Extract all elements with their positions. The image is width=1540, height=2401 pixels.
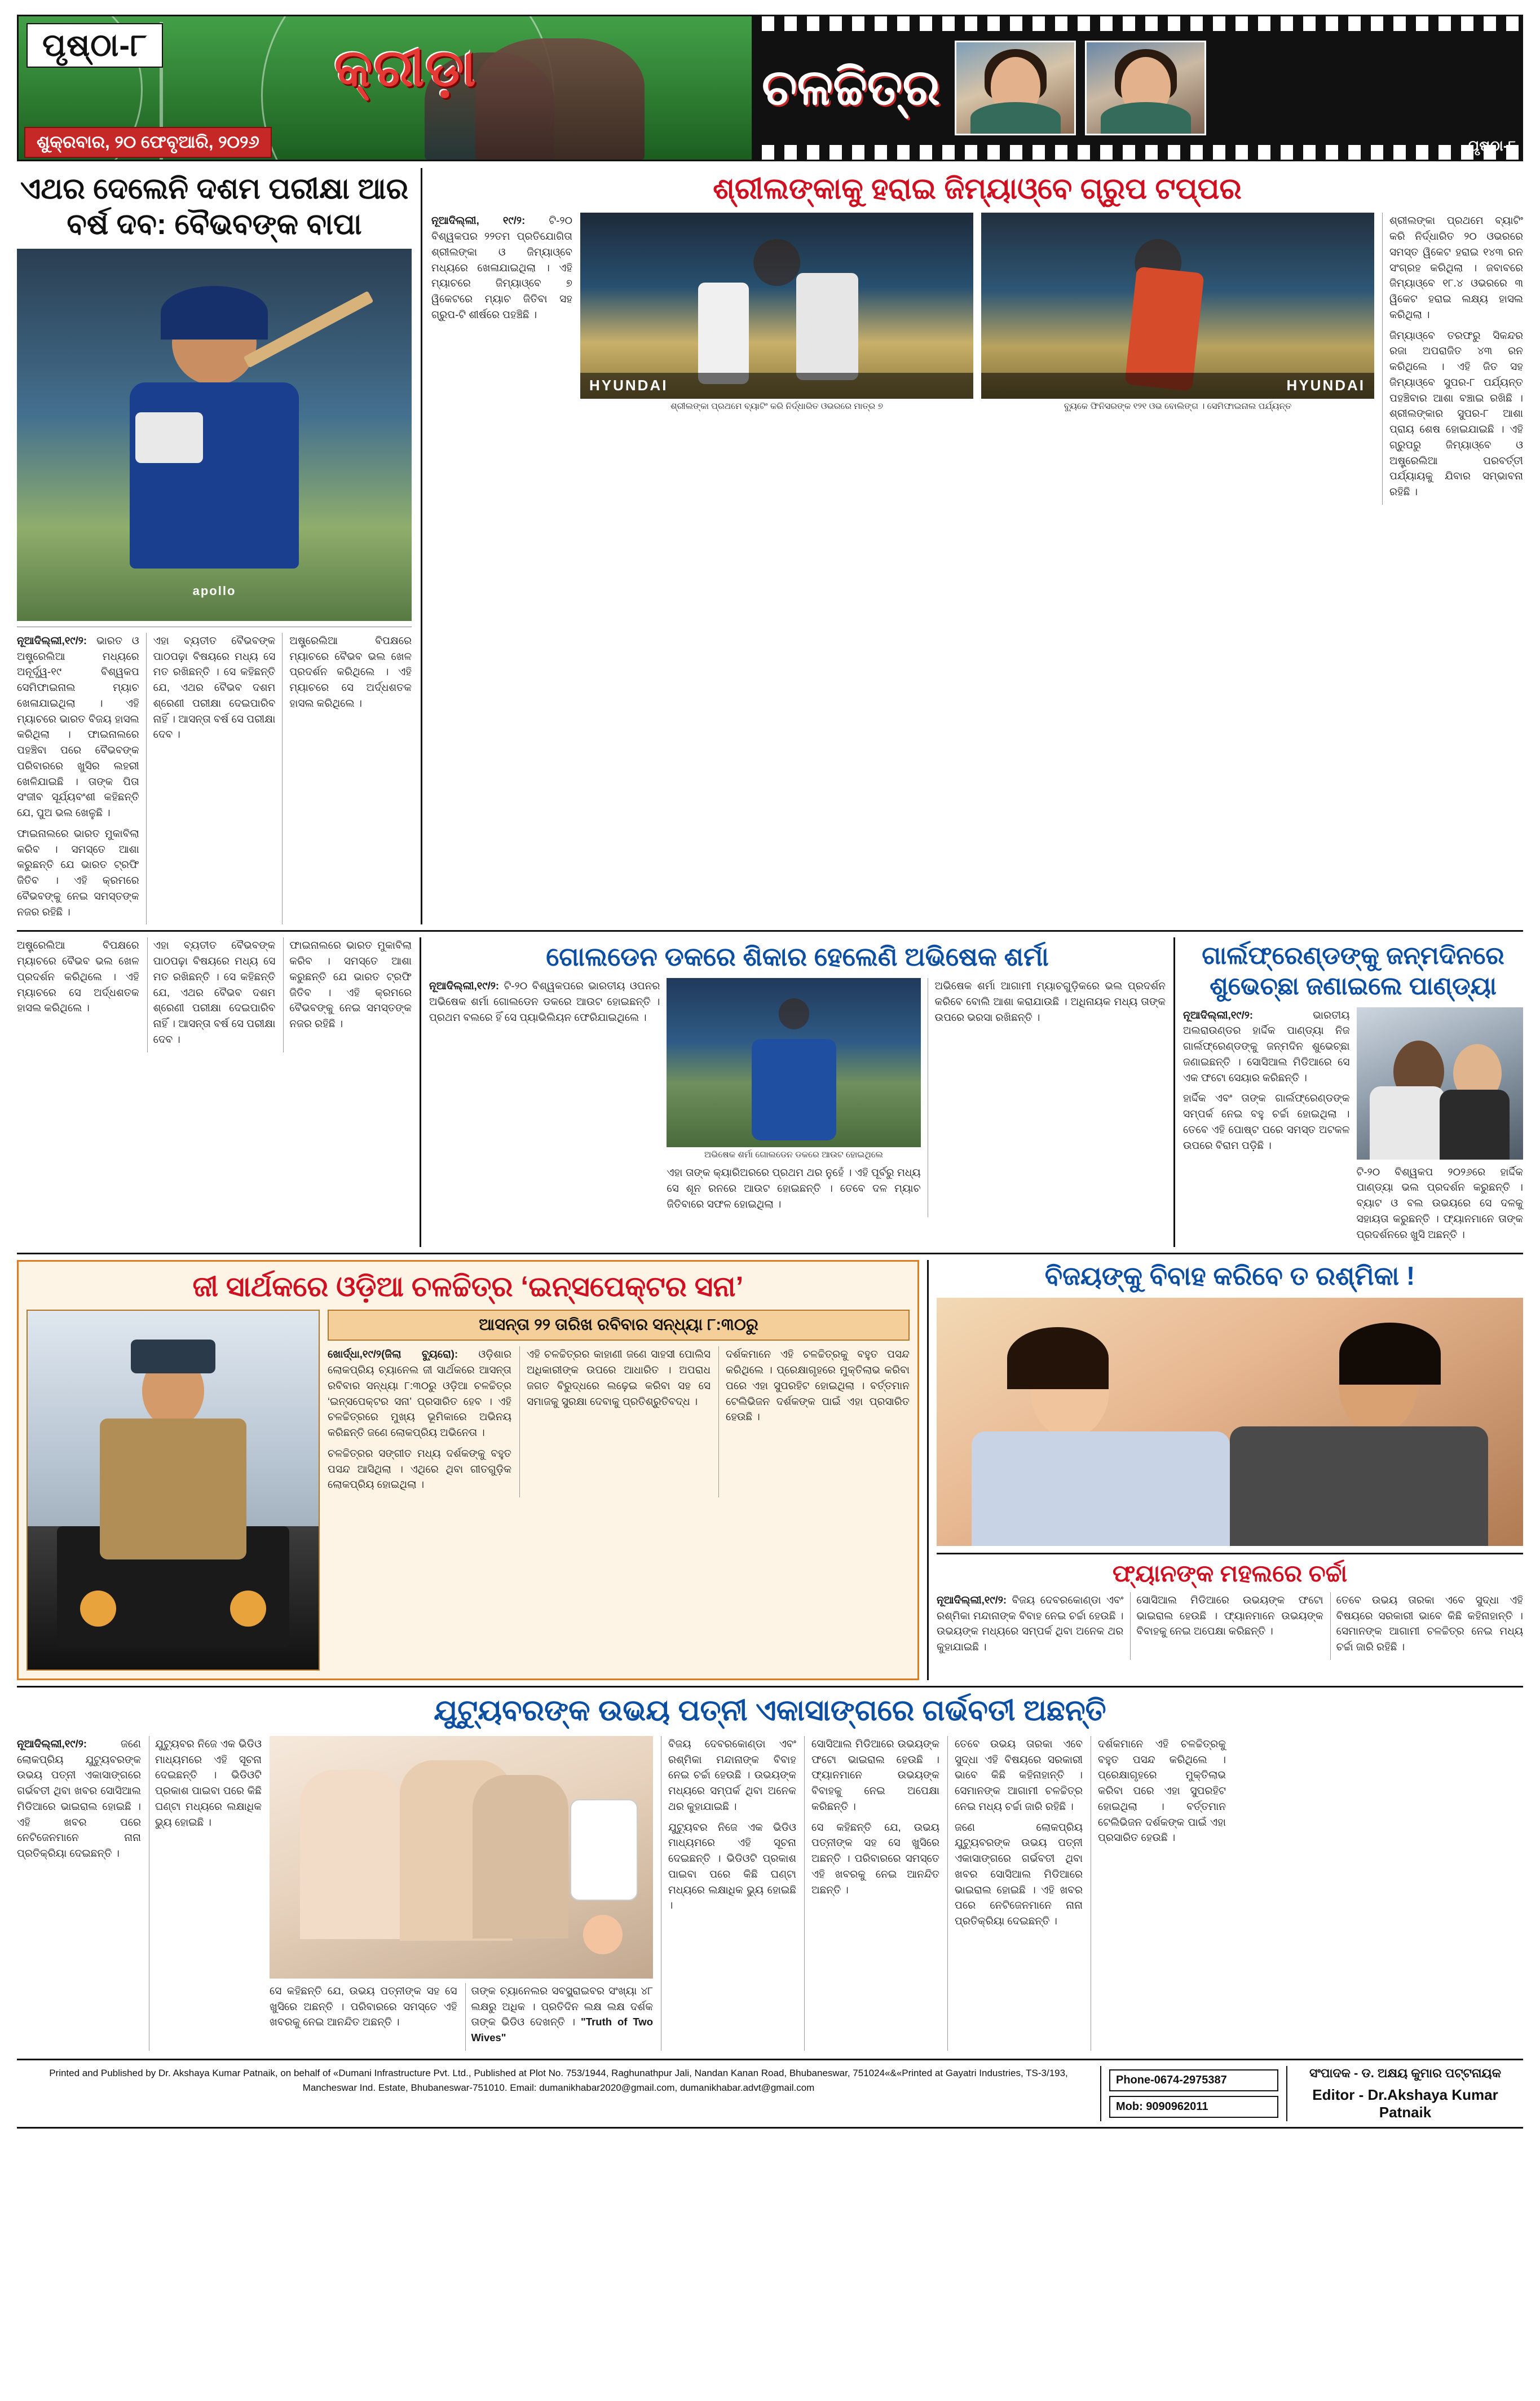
t20-bowler-photo: HYUNDAI <box>981 213 1374 399</box>
lead-right-text-1: ଟି-୨୦ ବିଶ୍ୱକପର ୨୨ତମ ପ୍ରତିଯୋଗିତା ଶ୍ରୀଲଙ୍କା ଓ ଜିମ୍ୟାଓ୍ବେ ମଧ୍ୟରେ ଖେଳାଯାଇଥିଲା । ଏହି ମ୍ୟାଚରେ ଜିମ୍ୟାଓ୍ବେ ୭ ୱିକେଟରେ ମ୍ୟାଚ ଜିତିବା ସହ ଗ୍ରୁପ-ଟି ଶୀର୍ଷରେ ପହଞ୍ଚିଛି । <box>431 214 572 320</box>
masthead-title-sports: କ୍ରୀଡ଼ା <box>334 39 477 97</box>
lead-left-cont-col-2 <box>147 937 276 1052</box>
youtuber-family-photo <box>270 1736 653 1979</box>
inspector-sana-poster <box>27 1310 320 1671</box>
masthead-actress-thumb-2 <box>1085 41 1206 135</box>
youtuber-col-2 <box>149 1736 262 2051</box>
sana-text-1: ଓଡ଼ିଶାର ଲୋକପ୍ରିୟ ଚ୍ୟାନେଲ ଜୀ ସାର୍ଥକରେ ଆସନ୍ତା ରବିବାର ସନ୍ଧ୍ୟା ୮:୩୦ରୁ ଓଡ଼ିଆ ଚଳଚ୍ଚିତ୍ର ‘ଇନ୍ସପେକ୍ଟର ସନା’ ପ୍ରସାରିତ ହେବ । ଏହି ଚଳଚ୍ଚିତ୍ରରେ ମୁଖ୍ୟ ଭୂମିକାରେ ଅଭିନୟ କରିଛନ୍ତି ଜଣେ ଲୋକପ୍ରିୟ ଅଭିନେତା । <box>328 1348 512 1439</box>
pandya-birthday-story <box>1173 937 1523 1247</box>
vaibhav-batting-photo: apollo <box>17 249 412 621</box>
fans-text-2: ସୋସିଆଲ ମିଡିଆରେ ଉଭୟଙ୍କ ଫଟୋ ଭାଇରାଲ ହେଉଛି । ଫ୍ୟାନମାନେ ଉଭୟଙ୍କ ବିବାହକୁ ନେଇ ଅପେକ୍ଷା କରିଛନ୍ତି । <box>1136 1593 1323 1637</box>
rashmika-headline: ବିଜୟଙ୍କୁ ବିବାହ କରିବେ ତ ରଶ୍ମିକା ! <box>1044 1261 1415 1291</box>
youtuber-story <box>17 1693 1523 2050</box>
golden-duck-col-3 <box>928 978 1166 1217</box>
sana-text-3: ଦର୍ଶକମାନେ ଏହି ଚଳଚ୍ଚିତ୍ରକୁ ବହୁତ ପସନ୍ଦ କରିଥିଲେ । ପ୍ରେକ୍ଷାଗୃହରେ ମୁକ୍ତିଲାଭ କରିବା ପରେ ଏହା ସୁପରହିଟ ହୋଇଥିଲା । ବର୍ତ୍ତମାନ ଟେଲିଭିଜନ ଦର୍ଶକଙ୍କ ପାଇଁ ଏହା ପ୍ରସାରିତ ହେଉଛି । <box>726 1348 910 1423</box>
fans-headline: ଫ୍ୟାନଙ୍କ ମହଲରେ ଚର୍ଚ୍ଚା <box>1112 1559 1348 1587</box>
youtuber-col-6 <box>804 1736 939 2051</box>
sana-text-2: ଏହି ଚଳଚ୍ଚିତ୍ରର କାହାଣୀ ଜଣେ ସାହସୀ ପୋଲିସ ଅଧିକାରୀଙ୍କ ଉପରେ ଆଧାରିତ । ଅପରାଧ ଜଗତ ବିରୁଦ୍ଧରେ ଲଢ଼େଇ କରିବା ସହ ସେ ସମାଜକୁ ସୁରକ୍ଷା ଦେବାକୁ ପ୍ରତିଶ୍ରୁତିବଦ୍ଧ । <box>527 1348 711 1407</box>
sana-text-1b: ଚଳଚ୍ଚିତ୍ରର ସଙ୍ଗୀତ ମଧ୍ୟ ଦର୍ଶକଙ୍କୁ ବହୁତ ପସନ୍ଦ ଆସିଥିଲା । ଏଥିରେ ଥିବା ଗୀତଗୁଡ଼ିକ ଲୋକପ୍ରିୟ ହୋଇଥିଲା । <box>328 1447 511 1491</box>
youtuber-text-7: ତେବେ ଉଭୟ ତାରକା ଏବେ ସୁଦ୍ଧା ଏହି ବିଷୟରେ ସରକାରୀ ଭାବେ କିଛି କହିନାହାନ୍ତି । ସେମାନଙ୍କ ଆଗାମୀ ଚଳଚ୍ଚିତ୍ର ନେଇ ମଧ୍ୟ ଚର୍ଚ୍ଚା ଜାରି ରହିଛି । <box>955 1737 1083 1812</box>
lead-left-story <box>17 168 412 924</box>
lead-left-cont-text-3: ଫାଇନାଲରେ ଭାରତ ମୁକାବିଲା କରିବ । ସମସ୍ତେ ଆଶା କରୁଛନ୍ତି ଯେ ଭାରତ ଟ୍ରଫି ଜିତିବ । ଏହି କ୍ରମରେ ବୈଭବଙ୍କୁ ନେଇ ସମସ୍ତଙ୍କ ନଜର ରହିଛି । <box>289 939 412 1030</box>
abhishek-sharma-caption: ଅଭିଷେକ ଶର୍ମା ଗୋଲଡେନ ଡକରେ ଆଉଟ ହୋଇଥିଲେ <box>704 1150 884 1160</box>
footer-phone: Phone-0674-2975387 <box>1109 2069 1278 2091</box>
sana-col-2 <box>519 1346 711 1497</box>
lead-right-dateline: ନୂଆଦିଲ୍ଲୀ, ୧୯/୨: <box>431 214 526 227</box>
lead-left-col-2 <box>146 633 276 925</box>
t20-batter-caption: ଶ୍ରୀଲଙ୍କା ପ୍ରଥମେ ବ୍ୟାଟିଂ କରି ନିର୍ଦ୍ଧାରିତ ଓଭରରେ ମାତ୍ର ୭ <box>670 402 883 412</box>
footer-editor-odia: ସଂପାଦକ - ଡ. ଅକ୍ଷୟ କୁମାର ପଟ୍ଟନାୟକ <box>1309 2065 1501 2080</box>
masthead-actress-thumb-1 <box>955 41 1076 135</box>
pandya-col-1 <box>1183 1007 1350 1248</box>
pandya-text-1: ଭାରତୀୟ ଅଲରାଉଣ୍ଡର ହାର୍ଦ୍ଦିକ ପାଣ୍ଡ୍ୟା ନିଜ ଗାର୍ଲଫ୍ରେଣ୍ଡଙ୍କୁ ଜନ୍ମଦିନ ଶୁଭେଚ୍ଛା ଜଣାଇଛନ୍ତି । ସୋସିଆଲ ମିଡିଆରେ ସେ ଏକ ଫଟୋ ସେୟାର କରିଛନ୍ତି । <box>1183 1008 1350 1083</box>
middle-section <box>17 937 1523 1247</box>
masthead-sports-banner <box>19 16 752 160</box>
inspector-sana-headline: ଜୀ ସାର୍ଥକରେ ଓଡ଼ିଆ ଚଳଚ୍ଚିତ୍ର ‘ଇନ୍ସପେକ୍ଟର ସନା’ <box>192 1271 744 1303</box>
footer-mobile: Mob: 9090962011 <box>1109 2096 1278 2118</box>
sana-col-1 <box>328 1346 511 1497</box>
youtuber-col-8 <box>1091 1736 1226 2051</box>
masthead <box>17 15 1523 161</box>
t20-batter-photo: HYUNDAI <box>580 213 973 399</box>
youtuber-col-5 <box>661 1736 796 2051</box>
pandya-col-2 <box>1357 1164 1524 1243</box>
pandya-text-2: ହାର୍ଦ୍ଦିକ ଏବଂ ତାଙ୍କ ଗାର୍ଲଫ୍ରେଣ୍ଡଙ୍କ ସମ୍ପର୍କ ନେଇ ବହୁ ଚର୍ଚ୍ଚା ହୋଇଥିଲା । ତେବେ ଏହି ପୋଷ୍ଟ ପରେ ସମସ୍ତ ଅଟକଳ ଉପରେ ବିରାମ ପଡ଼ିଛି । <box>1183 1092 1350 1151</box>
youtuber-text-6b: ସେ କହିଛନ୍ତି ଯେ, ଉଭୟ ପତ୍ନୀଙ୍କ ସହ ସେ ଖୁସିରେ ଅଛନ୍ତି । ପରିବାରରେ ସମସ୍ତେ ଏହି ଖବରକୁ ନେଇ ଆନନ୍ଦିତ ଅଛନ୍ତି । <box>811 1821 939 1896</box>
filmstrip-top-decor <box>752 16 1521 31</box>
youtuber-text-3: ସେ କହିଛନ୍ତି ଯେ, ଉଭୟ ପତ୍ନୀଙ୍କ ସହ ସେ ଖୁସିରେ ଅଛନ୍ତି । ପରିବାରରେ ସମସ୍ତେ ଏହି ଖବରକୁ ନେଇ ଆନନ୍ଦିତ ଅଛନ୍ତି । <box>270 1984 457 2028</box>
golden-duck-text-2: ଏହା ତାଙ୍କ କ୍ୟାରିଅରରେ ପ୍ରଥମ ଥର ନୁହେଁ । ଏହି ପୂର୍ବରୁ ମଧ୍ୟ ସେ ଶୂନ ରନରେ ଆଉଟ ହୋଇଛନ୍ତି । ତେବେ ଦଳ ମ୍ୟାଚ ଜିତିବାରେ ସଫଳ ହୋଇଥିଲା । <box>667 1166 921 1210</box>
youtuber-col-7 <box>947 1736 1083 2051</box>
lead-left-text-1b: ଫାଇନାଲରେ ଭାରତ ମୁକାବିଲା କରିବ । ସମସ୍ତେ ଆଶା କରୁଛନ୍ତି ଯେ ଭାରତ ଟ୍ରଫି ଜିତିବ । ଏହି କ୍ରମରେ ବୈଭବଙ୍କୁ ନେଇ ସମସ୍ତଙ୍କ ନଜର ରହିଛି । <box>17 827 139 918</box>
golden-duck-headline: ଗୋଲଡେନ ଡକରେ ଶିକାର ହେଲେଣି ଅଭିଷେକ ଶର୍ମା <box>546 942 1049 972</box>
fans-text-1: ବିଜୟ ଦେବରକୋଣ୍ଡା ଏବଂ ରଶ୍ମିକା ମନ୍ଦାନାଙ୍କ ବିବାହ ନେଇ ଚର୍ଚ୍ଚା ହେଉଛି । ଉଭୟଙ୍କ ମଧ୍ୟରେ ସମ୍ପର୍କ ଥିବା ଅନେକ ଥର କୁହାଯାଇଛି । <box>937 1593 1124 1653</box>
golden-duck-col-mid <box>667 1165 920 1211</box>
hardik-pandya-girlfriend-photo <box>1357 1007 1524 1160</box>
pandya-birthday-headline: ଗାର୍ଲଫ୍ରେଣ୍ଡଙ୍କୁ ଜନ୍ମଦିନରେ ଶୁଭେଚ୍ଛା ଜଣାଇଲେ ପାଣ୍ଡ୍ୟା <box>1202 942 1504 1001</box>
golden-duck-story <box>420 937 1166 1247</box>
youtuber-video-title: "Truth of Two Wives" <box>471 2016 654 2044</box>
masthead-player-silhouette-1 <box>475 38 645 160</box>
lead-left-headline: ଏଥର ଦେଲେନି ଦଶମ ପରୀକ୍ଷା ଆର ବର୍ଷ ଦବ: ବୈଭବଙ୍କ ବାପା <box>20 173 409 241</box>
lead-right-story <box>421 168 1523 924</box>
top-section <box>17 168 1523 924</box>
masthead-title-cinema: ଚଳଚ୍ଚିତ୍ର <box>762 59 941 115</box>
section-divider-1 <box>17 930 1523 932</box>
fans-col-2 <box>1130 1592 1323 1660</box>
youtuber-headline: ଯୁଟ୍ୟୁବରଙ୍କ ଉଭୟ ପତ୍ନୀ ଏକାସାଙ୍ଗରେ ଗର୍ଭବତୀ ଅଛନ୍ତି <box>434 1694 1106 1728</box>
masthead-cinema-banner <box>752 16 1521 160</box>
youtuber-text-6: ସୋସିଆଲ ମିଡିଆରେ ଉଭୟଙ୍କ ଫଟୋ ଭାଇରାଲ ହେଉଛି । ଫ୍ୟାନମାନେ ଉଭୟଙ୍କ ବିବାହକୁ ନେଇ ଅପେକ୍ଷା କରିଛନ୍ତି । <box>811 1737 939 1812</box>
page-badge: ପୃଷ୍ଠା-୮ <box>27 23 163 68</box>
lead-left-cont-col-3 <box>283 937 412 1052</box>
lead-right-col-1 <box>431 213 572 505</box>
footer-editor-english: Editor - Dr.Akshaya Kumar Patnaik <box>1312 2086 1498 2121</box>
cinema-section <box>17 1260 1523 1680</box>
fans-col-1 <box>937 1592 1123 1660</box>
lead-left-cont-text-1: ଅଷ୍ଟ୍ରେଲିଆ ବିପକ୍ଷରେ ମ୍ୟାଚରେ ବୈଭବ ଭଲ ଖେଳ ପ୍ରଦର୍ଶନ କରିଥିଲେ । ଏହି ମ୍ୟାଚରେ ସେ ଅର୍ଦ୍ଧଶତକ ହାସଲ କରିଥିଲେ । <box>17 939 139 1014</box>
youtuber-text-8: ଦର୍ଶକମାନେ ଏହି ଚଳଚ୍ଚିତ୍ରକୁ ବହୁତ ପସନ୍ଦ କରିଥିଲେ । ପ୍ରେକ୍ଷାଗୃହରେ ମୁକ୍ତିଲାଭ କରିବା ପରେ ଏହା ସୁପରହିଟ ହୋଇଥିଲା । ବର୍ତ୍ତମାନ ଟେଲିଭିଜନ ଦର୍ଶକଙ୍କ ପାଇଁ ଏହା ପ୍ରସାରିତ ହେଉଛି । <box>1098 1737 1226 1844</box>
lead-left-text-3: ଅଷ୍ଟ୍ରେଲିଆ ବିପକ୍ଷରେ ମ୍ୟାଚରେ ବୈଭବ ଭଲ ଖେଳ ପ୍ରଦର୍ଶନ କରିଥିଲେ । ଏହି ମ୍ୟାଚରେ ସେ ଅର୍ଦ୍ଧଶତକ ହାସଲ କରିଥିଲେ । <box>289 634 412 709</box>
youtuber-dateline: ନୂଆଦିଲ୍ଲୀ,୧୯/୨: <box>17 1737 87 1750</box>
golden-duck-text-1: ଟି-୨୦ ବିଶ୍ୱକପରେ ଭାରତୀୟ ଓପନର ଅଭିଷେକ ଶର୍ମା ଗୋଲଡେନ ଡକରେ ଆଉଟ ହୋଇଛନ୍ତି । ପ୍ରଥମ ବଲରେ ହିଁ ସେ ପ୍ୟାଭିଲିୟନ ଫେରିଯାଇଥିଲେ । <box>429 980 660 1023</box>
youtuber-col-4 <box>465 1983 654 2051</box>
youtuber-col-1 <box>17 1736 141 2051</box>
golden-duck-text-3: ଅଭିଷେକ ଶର୍ମା ଆଗାମୀ ମ୍ୟାଚଗୁଡ଼ିକରେ ଭଲ ପ୍ରଦର୍ଶନ କରିବେ ବୋଲି ଆଶା କରାଯାଉଛି । ଅଧିନାୟକ ମଧ୍ୟ ତାଙ୍କ ଉପରେ ଭରସା ରଖିଛନ୍ତି । <box>934 980 1166 1023</box>
lead-left-cont-text-2: ଏହା ବ୍ୟତୀତ ବୈଭବଙ୍କ ପାଠପଢ଼ା ବିଷୟରେ ମଧ୍ୟ ସେ ମତ ରଖିଛନ୍ତି । ସେ କହିଛନ୍ତି ଯେ, ଏଥର ବୈଭବ ଦଶମ ଶ୍ରେଣୀ ପରୀକ୍ଷା ଦେଇପାରିବ ନାହିଁ । ଆସନ୍ତା ବର୍ଷ ସେ ପରୀକ୍ଷା ଦେବ । <box>153 939 276 1045</box>
inspector-sana-timing-bar: ଆସନ୍ତା ୨୨ ତାରିଖ ରବିବାର ସନ୍ଧ୍ୟା ୮:୩୦ରୁ <box>328 1310 910 1341</box>
lead-left-col-1 <box>17 633 139 925</box>
inspector-sana-feature <box>17 1260 919 1680</box>
fans-text-3: ତେବେ ଉଭୟ ତାରକା ଏବେ ସୁଦ୍ଧା ଏହି ବିଷୟରେ ସରକାରୀ ଭାବେ କିଛି କହିନାହାନ୍ତି । ସେମାନଙ୍କ ଆଗାମୀ ଚଳଚ୍ଚିତ୍ର ନେଇ ମଧ୍ୟ ଚର୍ଚ୍ଚା ଜାରି ରହିଛି । <box>1336 1593 1523 1653</box>
sana-dateline: ଖୋର୍ଦ୍ଧା,୧୯/୨(ଜିଲା ବ୍ୟୁରୋ): <box>328 1348 458 1360</box>
lead-left-cont-col-1 <box>17 937 139 1052</box>
lead-right-text-2: ଶ୍ରୀଲଙ୍କା ପ୍ରଥମେ ବ୍ୟାଟିଂ କରି ନିର୍ଦ୍ଧାରିତ ୨୦ ଓଭରରେ ସମସ୍ତ ୱିକେଟ ହରାଇ ୧୪୩ ରନ ସଂଗ୍ରହ କରିଥିଲା । ଜବାବରେ ଜିମ୍ୟାଓ୍ବେ ୧୮.୪ ଓଭରରେ ୩ ୱିକେଟ ହରାଇ ଲକ୍ଷ୍ୟ ହାସଲ କରିଥିଲା । <box>1389 214 1523 320</box>
youtuber-col-3 <box>270 1983 457 2051</box>
golden-duck-col-1 <box>429 978 660 1217</box>
section-divider-3 <box>17 1686 1523 1688</box>
youtuber-text-4: ତାଙ୍କ ଚ୍ୟାନେଲର ସବସ୍କ୍ରାଇବର ସଂଖ୍ୟା ୪୮ ଲକ୍ଷରୁ ଅଧିକ । ପ୍ରତିଦିନ ଲକ୍ଷ ଲକ୍ଷ ଦର୍ଶକ ତାଙ୍କ ଭିଡିଓ ଦେଖନ୍ତି । <box>471 1984 653 2028</box>
youtuber-text-2: ଯୁଟ୍ୟୁବର ନିଜେ ଏକ ଭିଡିଓ ମାଧ୍ୟମରେ ଏହି ସୂଚନା ଦେଇଛନ୍ତି । ଭିଡିଓଟି ପ୍ରକାଶ ପାଇବା ପରେ କିଛି ଘଣ୍ଟା ମଧ୍ୟରେ ଲକ୍ଷାଧିକ ଭ୍ୟୁ ହୋଇଛି । <box>155 1737 262 1828</box>
fans-dateline: ନୂଆଦିଲ୍ଲୀ,୧୯/୨: <box>937 1593 1007 1606</box>
lead-left-text-1: ଭାରତ ଓ ଅଷ୍ଟ୍ରେଲିଆ ମଧ୍ୟରେ ଅନୂର୍ଦ୍ଧ୍ୱ-୧୯ ବିଶ୍ୱକପ ସେମିଫାଇନାଲ ମ୍ୟାଚ ଖେଳାଯାଇଥିଲା । ଏହି ମ୍ୟାଚରେ ଭାରତ ବିଜୟ ହାସଲ କରିଥିଲା । ଫାଇନାଲରେ ପହଞ୍ଚିବା ପରେ ବୈଭବଙ୍କ ପରିବାରରେ ଖୁସିର ଲହରୀ ଖେଳିଯାଇଛି । ତାଙ୍କ ପିତା ସଂଜୀବ ସୂର୍ଯ୍ୟବଂଶୀ କହିଛନ୍ତି ଯେ, ପୁଅ ଭଲ ଖେଳୁଛି । <box>17 634 139 819</box>
footer-imprint: Printed and Published by Dr. Akshaya Kumar Patnaik, on behalf of «Dumani Infrastructure Pvt. Ltd., Published at Plot No. 753/1944, Raghunathpur Jali, Nandan Kanan Road, Bhubaneswar, 751024«&«Printed at Gayatri Industries, TS-3/193, Mancheswar Ind. Estate, Bhubaneswar-751010. Email: dumanikhabar2020@gmail.com, dumanikhabar.advt@gmail.com <box>49 2067 1068 2094</box>
abhishek-sharma-photo <box>667 978 920 1147</box>
footer-contact <box>1100 2066 1286 2121</box>
masthead-date: ଶୁକ୍ରବାର, ୨୦ ଫେବୃଆରି, ୨୦୨୬ <box>24 127 272 158</box>
lead-left-text-2: ଏହା ବ୍ୟତୀତ ବୈଭବଙ୍କ ପାଠପଢ଼ା ବିଷୟରେ ମଧ୍ୟ ସେ ମତ ରଖିଛନ୍ତି । ସେ କହିଛନ୍ତି ଯେ, ଏଥର ବୈଭବ ଦଶମ ଶ୍ରେଣୀ ପରୀକ୍ଷା ଦେଇପାରିବ ନାହିଁ । ଆସନ୍ତା ବର୍ଷ ସେ ପରୀକ୍ଷା ଦେବ । <box>153 634 276 741</box>
lead-left-dateline: ନୂଆଦିଲ୍ଲୀ,୧୯/୨: <box>17 634 87 646</box>
youtuber-text-7b: ଜଣେ ଲୋକପ୍ରିୟ ଯୁଟ୍ୟୁବରଙ୍କ ଉଭୟ ପତ୍ନୀ ଏକାସାଙ୍ଗରେ ଗର୍ଭବତୀ ଥିବା ଖବର ସୋସିଆଲ ମିଡିଆରେ ଭାଇରାଲ ହୋଇଛି । ଏହି ଖବର ପରେ ନେଟିଜେନମାନେ ନାନା ପ୍ରତିକ୍ରିୟା ଦେଇଛନ୍ତି । <box>955 1821 1083 1927</box>
lead-right-headline: ଶ୍ରୀଲଙ୍କାକୁ ହରାଇ ଜିମ୍ୟାଓ୍ବେ ଗ୍ରୁପ ଟପ୍ପର <box>713 173 1242 205</box>
lead-left-continued <box>17 937 412 1247</box>
sana-col-3 <box>718 1346 910 1497</box>
youtuber-text-1: ଜଣେ ଲୋକପ୍ରିୟ ଯୁଟ୍ୟୁବରଙ୍କ ଉଭୟ ପତ୍ନୀ ଏକାସାଙ୍ଗରେ ଗର୍ଭବତୀ ଥିବା ଖବର ସୋସିଆଲ ମିଡିଆରେ ଭାଇରାଲ ହୋଇଛି । ଏହି ଖବର ପରେ ନେଟିଜେନମାନେ ନାନା ପ୍ରତିକ୍ରିୟା ଦେଇଛନ୍ତି । <box>17 1737 141 1860</box>
filmstrip-bottom-decor <box>752 145 1521 160</box>
lead-right-col-3 <box>1382 213 1523 505</box>
section-divider-2 <box>17 1253 1523 1254</box>
pandya-text-3: ଟି-୨୦ ବିଶ୍ୱକପ ୨୦୨୬ରେ ହାର୍ଦ୍ଦିକ ପାଣ୍ଡ୍ୟା ଭଲ ପ୍ରଦର୍ଶନ କରୁଛନ୍ତି । ବ୍ୟାଟ ଓ ବଲ ଉଭୟରେ ସେ ଦଳକୁ ସହାୟତା କରୁଛନ୍ତି । ଫ୍ୟାନମାନେ ତାଙ୍କ ପ୍ରଦର୍ଶନରେ ଖୁସି ଅଛନ୍ତି । <box>1356 1165 1523 1240</box>
pandya-dateline: ନୂଆଦିଲ୍ଲୀ,୧୯/୨: <box>1183 1008 1254 1021</box>
vijay-rashmika-photo <box>937 1298 1523 1546</box>
rashmika-section <box>927 1260 1523 1680</box>
t20-bowler-caption: ବ୍ୟୁକେ ଫିନିସରଙ୍କ ୧୨୧ ଓଭ ବୋଲିଙ୍ଗ । ସେମିଫାଇନାଲ ପର୍ଯ୍ୟନ୍ତ <box>1064 402 1292 412</box>
fans-col-3 <box>1330 1592 1523 1660</box>
lead-left-col-3 <box>282 633 412 925</box>
page-badge-right: ପୃଷ୍ଠା-୮ <box>1468 137 1516 154</box>
youtuber-text-5b: ଯୁଟ୍ୟୁବର ନିଜେ ଏକ ଭିଡିଓ ମାଧ୍ୟମରେ ଏହି ସୂଚନା ଦେଇଛନ୍ତି । ଭିଡିଓଟି ପ୍ରକାଶ ପାଇବା ପରେ କିଛି ଘଣ୍ଟା ମଧ୍ୟରେ ଲକ୍ଷାଧିକ ଭ୍ୟୁ ହୋଇଛି । <box>668 1821 796 1911</box>
lead-right-text-3: ଜିମ୍ୟାଓ୍ବେ ତରଫରୁ ସିକନ୍ଦର ରଜା ଅପରାଜିତ ୪୩ ରନ କରିଥିଲେ । ଏହି ଜିତ ସହ ଜିମ୍ୟାଓ୍ବେ ସୁପର-୮ ପର୍ଯ୍ୟନ୍ତ ପହଞ୍ଚିବାର ଆଶା ବଞ୍ଚାଇ ରଖିଛି । ଶ୍ରୀଲଙ୍କାର ସୁପର-୮ ଆଶା ପ୍ରାୟ ଶେଷ ହୋଇଯାଇଛି । ଏହି ଗ୍ରୁପରୁ ଜିମ୍ୟାଓ୍ବେ ଓ ଅଷ୍ଟ୍ରେଲିଆ ପରବର୍ତ୍ତୀ ପର୍ଯ୍ୟାୟକୁ ଯିବାର ସମ୍ଭାବନା ରହିଛି । <box>1389 329 1523 498</box>
golden-duck-dateline: ନୂଆଦିଲ୍ଲୀ,୧୯/୨: <box>429 980 500 992</box>
footer-editor <box>1286 2066 1523 2121</box>
page-footer <box>17 2059 1523 2129</box>
youtuber-text-5: ବିଜୟ ଦେବରକୋଣ୍ଡା ଏବଂ ରଶ୍ମିକା ମନ୍ଦାନାଙ୍କ ବିବାହ ନେଇ ଚର୍ଚ୍ଚା ହେଉଛି । ଉଭୟଙ୍କ ମଧ୍ୟରେ ସମ୍ପର୍କ ଥିବା ଅନେକ ଥର କୁହାଯାଇଛି । <box>668 1737 796 1812</box>
